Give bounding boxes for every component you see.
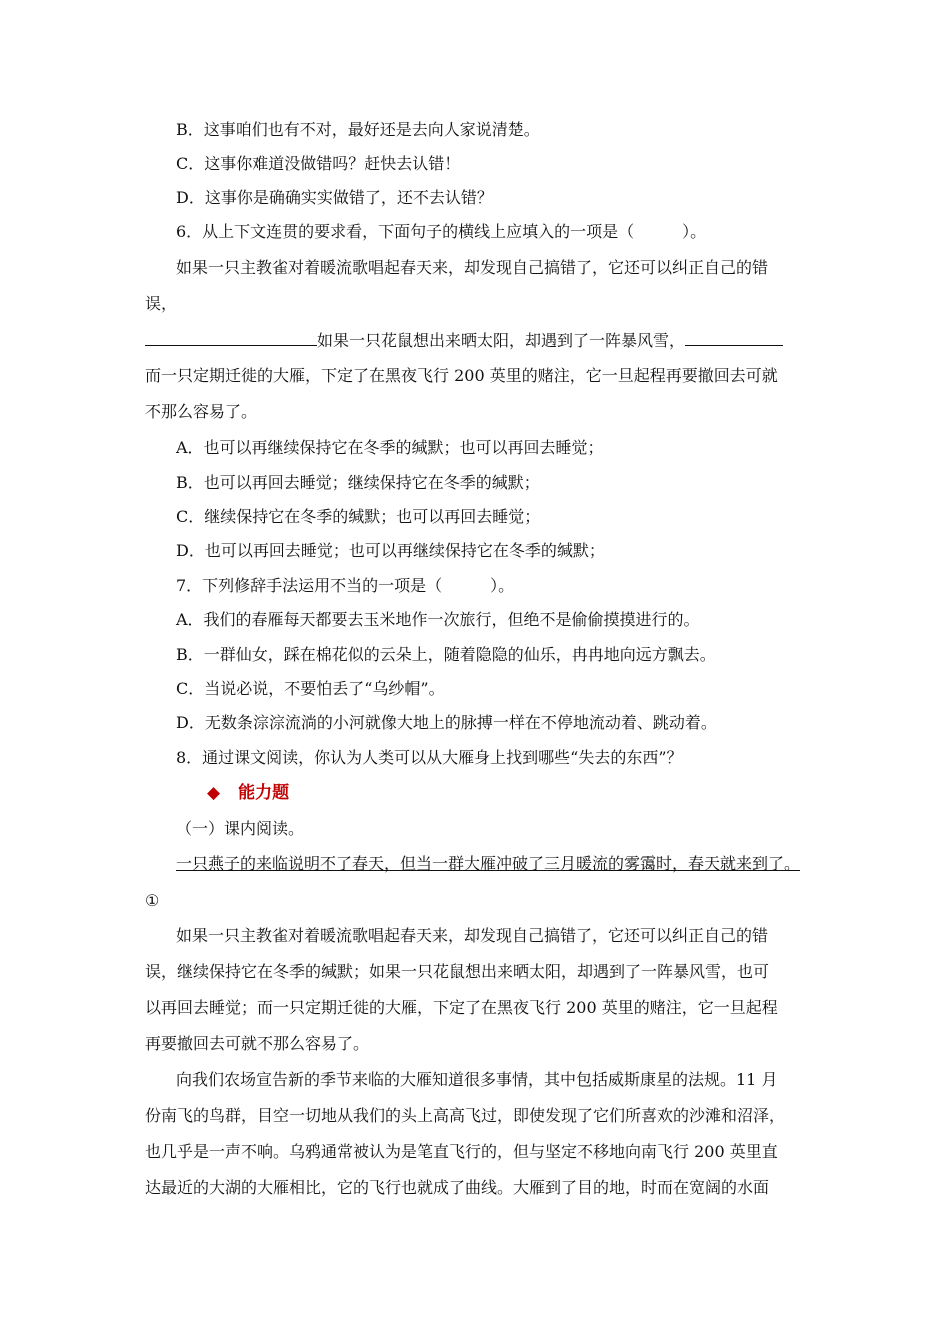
q7-option-a: A．我们的春雁每天都要去玉米地作一次旅行，但绝不是偷偷摸摸进行的。 (176, 610, 700, 629)
reading-underlined-sentence: 一只燕子的来临说明不了春天，但当一群大雁冲破了三月暖流的雾霭时，春天就来到了。 (176, 854, 801, 873)
q6-passage-line-1: 如果一只主教雀对着暖流歌唱起春天来，却发现自己搞错了，它还可以纠正自己的错 (176, 258, 769, 277)
diamond-bullet-icon: ◆ (207, 783, 221, 803)
q6-option-a: A．也可以再继续保持它在冬季的缄默；也可以再回去睡觉； (176, 438, 604, 457)
q6-option-c: C．继续保持它在冬季的缄默；也可以再回去睡觉； (176, 507, 541, 526)
q6-passage-line-5: 不那么容易了。 (145, 402, 258, 421)
paragraph-2-line-2: 份南飞的鸟群，目空一切地从我们的头上高高飞过，即使发现了它们所喜欢的沙滩和沼泽， (145, 1106, 786, 1125)
q6-passage-line-2: 误， (145, 294, 178, 313)
fill-blank-2 (685, 329, 783, 346)
q6-passage-text: 如果一只花鼠想出来晒太阳，却遇到了一阵暴风雪， (317, 331, 686, 350)
q8-stem: 8．通过课文阅读，你认为人类可以从大雁身上找到哪些“失去的东西”？ (176, 748, 683, 767)
q6-passage-line-4: 而一只定期迁徙的大雁，下定了在黑夜飞行 200 英里的赌注，它一旦起程再要撤回去可就 (145, 366, 778, 385)
paragraph-2-line-4: 达最近的大湖的大雁相比，它的飞行也就成了曲线。大雁到了目的地，时而在宽阔的水面 (145, 1178, 770, 1197)
paragraph-marker: ① (145, 891, 160, 910)
paragraph-1-line-1: 如果一只主教雀对着暖流歌唱起春天来，却发现自己搞错了，它还可以纠正自己的错 (176, 926, 769, 945)
q6-stem: 6．从上下文连贯的要求看，下面句子的横线上应填入的一项是（ ）。 (176, 222, 707, 241)
q7-option-d: D．无数条淙淙流淌的小河就像大地上的脉搏一样在不停地流动着、跳动着。 (176, 713, 717, 732)
paragraph-2-line-3: 也几乎是一声不响。乌鸦通常被认为是笔直飞行的，但与坚定不移地向南飞行 200 英里直 (145, 1142, 778, 1161)
paragraph-1-line-2: 误，继续保持它在冬季的缄默；如果一只花鼠想出来晒太阳，却遇到了一阵暴风雪，也可 (145, 962, 770, 981)
paragraph-1-line-3: 以再回去睡觉；而一只定期迁徙的大雁，下定了在黑夜飞行 200 英里的赌注，它一旦起程 (145, 998, 778, 1017)
q6-option-b: B．也可以再回去睡觉；继续保持它在冬季的缄默； (176, 473, 540, 492)
q7-option-b: B．一群仙女，踩在棉花似的云朵上，随着隐隐的仙乐，冉冉地向远方飘去。 (176, 645, 716, 664)
q5-option-d: D．这事你是确确实实做错了，还不去认错？ (176, 188, 493, 207)
section-title: 能力题 (238, 783, 290, 803)
paragraph-2-line-1: 向我们农场宣告新的季节来临的大雁知道很多事情，其中包括威斯康星的法规。11 月 (176, 1070, 778, 1089)
q6-option-d: D．也可以再回去睡觉；也可以再继续保持它在冬季的缄默； (176, 541, 605, 560)
q6-passage-line-3 (145, 329, 783, 352)
q5-option-b: B．这事咱们也有不对，最好还是去向人家说清楚。 (176, 120, 540, 139)
reading-subheading: （一）课内阅读。 (176, 819, 305, 838)
q5-option-c: C．这事你难道没做错吗？赶快去认错！ (176, 154, 461, 173)
q7-option-c: C．当说必说，不要怕丢了“乌纱帽”。 (176, 679, 445, 698)
section-heading (207, 782, 289, 804)
paragraph-1-line-4: 再要撤回去可就不那么容易了。 (145, 1034, 370, 1053)
fill-blank-1 (145, 329, 317, 346)
q7-stem: 7．下列修辞手法运用不当的一项是（ ）。 (176, 576, 515, 595)
